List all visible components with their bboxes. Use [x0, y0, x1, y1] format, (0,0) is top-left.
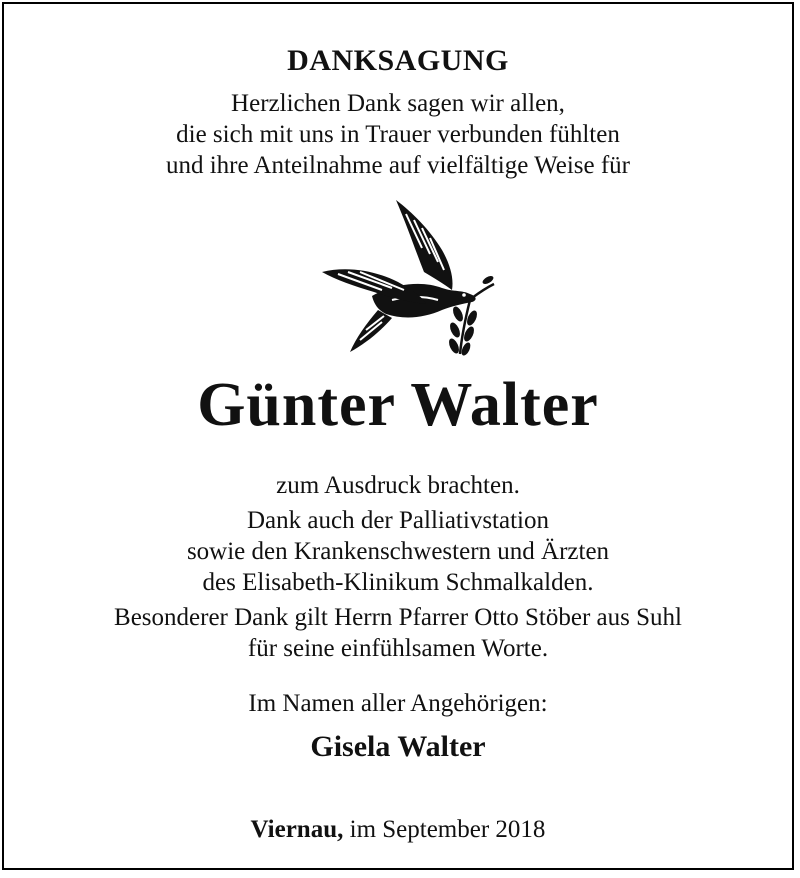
- body-line: zum Ausdruck brachten.: [276, 472, 520, 499]
- intro-text: [4, 88, 792, 181]
- intro-line: Herzlichen Dank sagen wir allen,: [231, 90, 565, 117]
- body-line: für seine einfühlsamen Worte.: [247, 635, 549, 662]
- body-text: [4, 470, 792, 664]
- body-line: Dank auch der Palliativstation: [246, 507, 549, 534]
- date-text: im September 2018: [343, 816, 546, 843]
- body-line: des Elisabeth-Klinikum Schmalkalden.: [202, 569, 594, 596]
- body-line: Besonderer Dank gilt Herrn Pfarrer Otto Stöber aus Suhl: [114, 604, 682, 631]
- signer-name: Gisela Walter: [310, 730, 486, 763]
- obituary-notice: [2, 2, 794, 870]
- body-line: sowie den Krankenschwestern und Ärzten: [186, 538, 610, 565]
- place-date-line: [4, 816, 792, 844]
- deceased-name: Günter Walter: [197, 371, 599, 439]
- intro-line: die sich mit uns in Trauer verbunden fühlten: [176, 121, 620, 148]
- dove-with-olive-branch-icon: [312, 192, 502, 362]
- signoff-text: Im Namen aller Angehörigen:: [248, 690, 548, 717]
- notice-heading: DANKSAGUNG: [287, 44, 509, 77]
- intro-line: und ihre Anteilnahme auf vielfältige Weise für: [165, 152, 631, 179]
- place-name: Viernau,: [250, 816, 344, 843]
